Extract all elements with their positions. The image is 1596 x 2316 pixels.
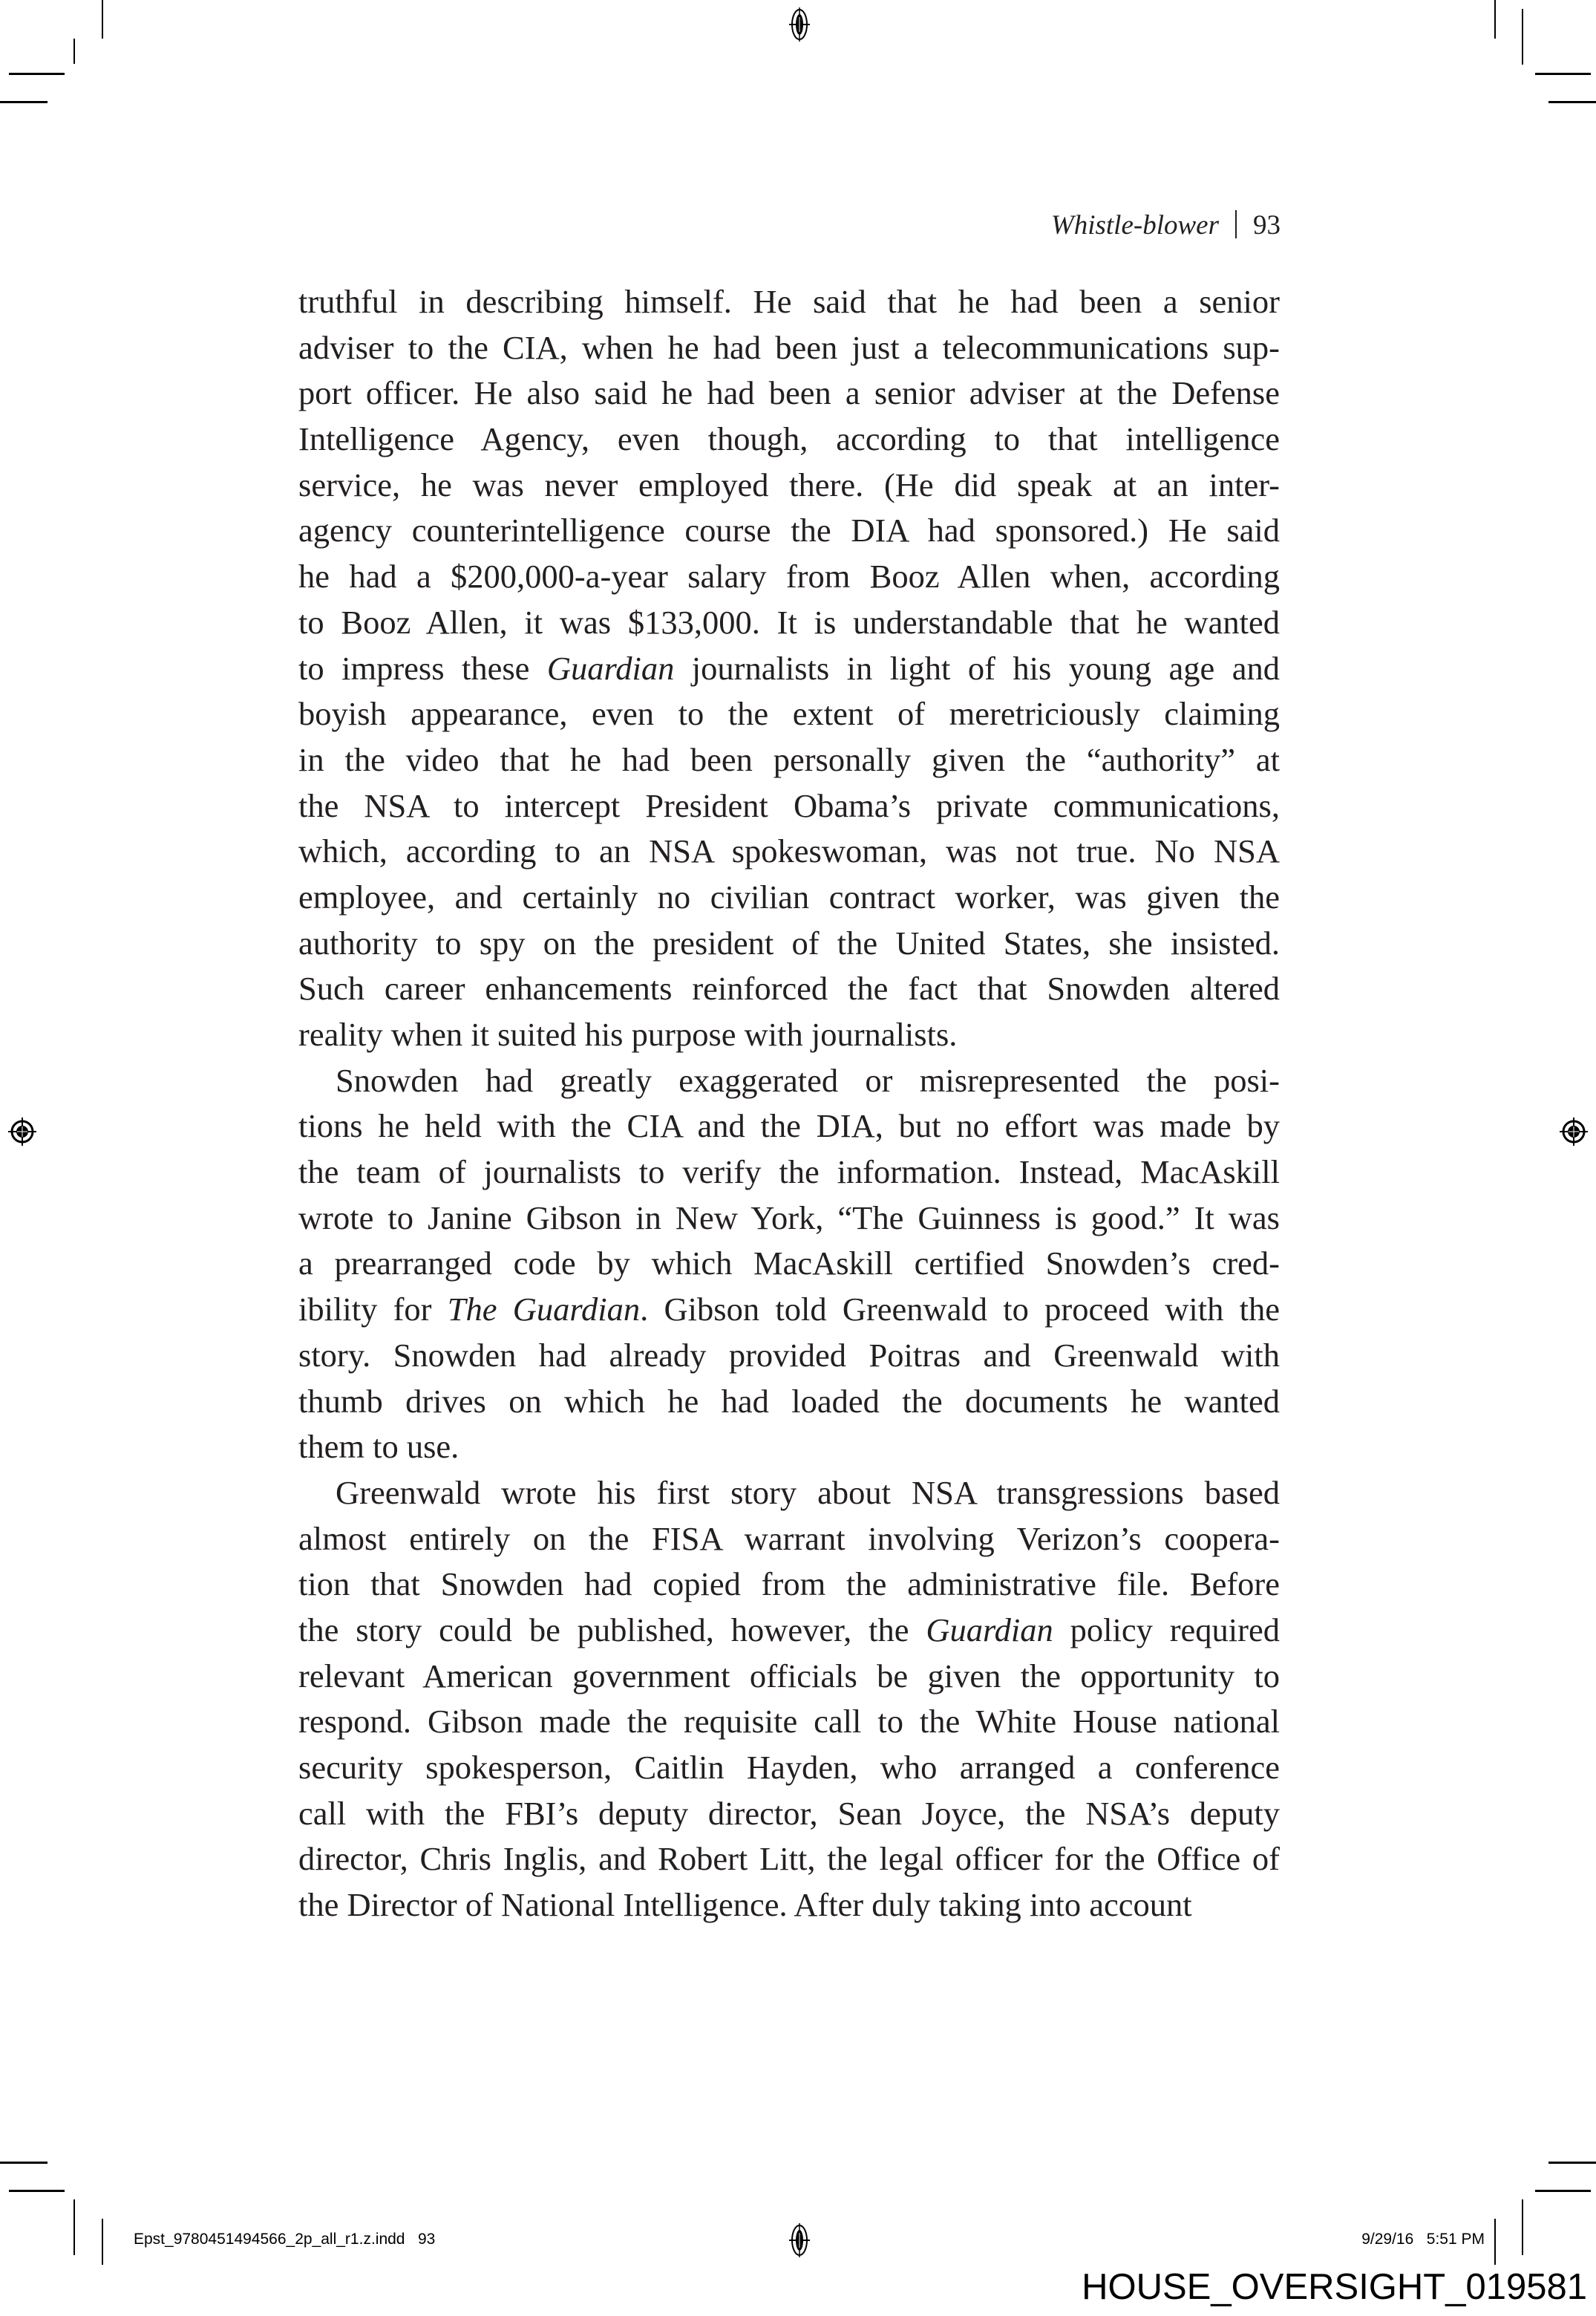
text-line: in the video that he had been personally given the “authority” at [298,740,1280,778]
text-line: he had a $200,000-a-year salary from Booz Allen when, according [298,558,1280,596]
crop-mark [1548,2162,1596,2164]
text-line: which, according to an NSA spokeswoman, was not true. No NSA [298,832,1280,870]
running-head [1051,209,1281,241]
text-line: tion that Snowden had copied from the administrative file. Before [298,1565,1280,1603]
text-line: to impress these Guardian journalists in light of his young age and [298,649,1280,687]
text-line: call with the FBI’s deputy director, Sean Joyce, the NSA’s deputy [298,1794,1280,1832]
running-head-title: Whistle-blower [1050,210,1219,241]
running-head-divider [1235,210,1237,238]
italic-title: Guardian [926,1611,1053,1648]
crop-mark [73,39,75,64]
text-line: boyish appearance, even to the extent of meretriciously claiming [298,695,1280,733]
text-line: authority to spy on the president of the United States, she insisted. [298,924,1280,962]
crop-mark [0,2162,48,2164]
text-line: Greenwald wrote his first story about NSA transgressions based [336,1473,1280,1511]
text-line: almost entirely on the FISA warrant involving Verizon’s coopera- [298,1519,1280,1557]
text-line: reality when it suited his purpose with journalists. [298,1016,958,1053]
italic-title: The Guardian [447,1291,641,1328]
crop-mark [102,2219,103,2265]
text-line: agency counterintelligence course the DIA had sponsored.) He said [298,512,1280,549]
text-line: the story could be published, however, the Guardian policy required [298,1611,1280,1648]
crop-mark [9,73,65,75]
crop-mark [1522,9,1523,65]
crop-mark [1548,101,1596,103]
text-line: the Director of National Intelligence. After duly taking into account [298,1886,1192,1924]
crop-mark [9,2190,65,2192]
text-line: ibility for The Guardian. Gibson told Greenwald to proceed with the [298,1291,1280,1328]
crop-mark [1522,2199,1523,2255]
text-line: director, Chris Inglis, and Robert Litt, the legal officer for the Office of [298,1840,1280,1878]
text-line: truthful in describing himself. He said that he had been a senior [298,283,1280,320]
paragraph [298,279,1280,1058]
crop-mark [1535,73,1591,75]
crop-mark [1535,2190,1591,2192]
text-line: wrote to Janine Gibson in New York, “The Guinness is good.” It was [298,1198,1280,1236]
text-line: respond. Gibson made the requisite call to the White House national [298,1703,1280,1741]
text-line: adviser to the CIA, when he had been just a telecommunications sup- [298,328,1280,366]
crosshair-target-icon [785,6,814,43]
text-line: them to use. [298,1428,459,1466]
text-line: employee, and certainly no civilian contract worker, was given the [298,878,1280,916]
text-line: tions he held with the CIA and the DIA, but no effort was made by [298,1107,1280,1145]
crosshair-target-icon [785,2222,814,2259]
crosshair-target-icon [7,1117,37,1146]
text-line: to Booz Allen, it was $133,000. It is understandable that he wanted [298,603,1280,641]
text-line: the NSA to intercept President Obama’s private communications, [298,786,1280,824]
crop-mark [1494,2219,1496,2265]
crop-mark [1494,0,1496,39]
body-text [298,279,1280,1928]
text-line: Intelligence Agency, even though, according to that intelligence [298,420,1280,458]
text-line: port officer. He also said he had been a senior adviser at the Defense [298,374,1280,412]
slug-filename: Epst_9780451494566_2p_all_r1.z.indd 93 [134,2231,436,2248]
text-line: security spokesperson, Caitlin Hayden, who arranged a conference [298,1749,1280,1786]
text-line: Such career enhancements reinforced the fact that Snowden altered [298,970,1280,1008]
text-line: service, he was never employed there. (He did speak at an inter- [298,466,1280,503]
text-line: a prearranged code by which MacAskill certified Snowden’s cred- [298,1245,1280,1282]
italic-title: Guardian [546,649,675,687]
page-number: 93 [1253,210,1281,241]
bates-number: HOUSE_OVERSIGHT_019581 [1082,2267,1587,2307]
text-line: Snowden had greatly exaggerated or misrepresented the posi- [336,1061,1280,1099]
paragraph [298,1058,1280,1470]
paragraph [298,1470,1280,1928]
crop-mark [73,2199,75,2255]
text-line: thumb drives on which he had loaded the documents he wanted [298,1382,1280,1420]
text-line: the team of journalists to verify the information. Instead, MacAskill [298,1153,1280,1191]
text-line: story. Snowden had already provided Poitras and Greenwald with [298,1336,1280,1374]
crop-mark [102,0,103,39]
slug-timestamp: 9/29/16 5:51 PM [1361,2231,1485,2248]
crosshair-target-icon [1559,1117,1589,1146]
crop-mark [0,101,48,103]
text-line: relevant American government officials be given the opportunity to [298,1657,1280,1694]
